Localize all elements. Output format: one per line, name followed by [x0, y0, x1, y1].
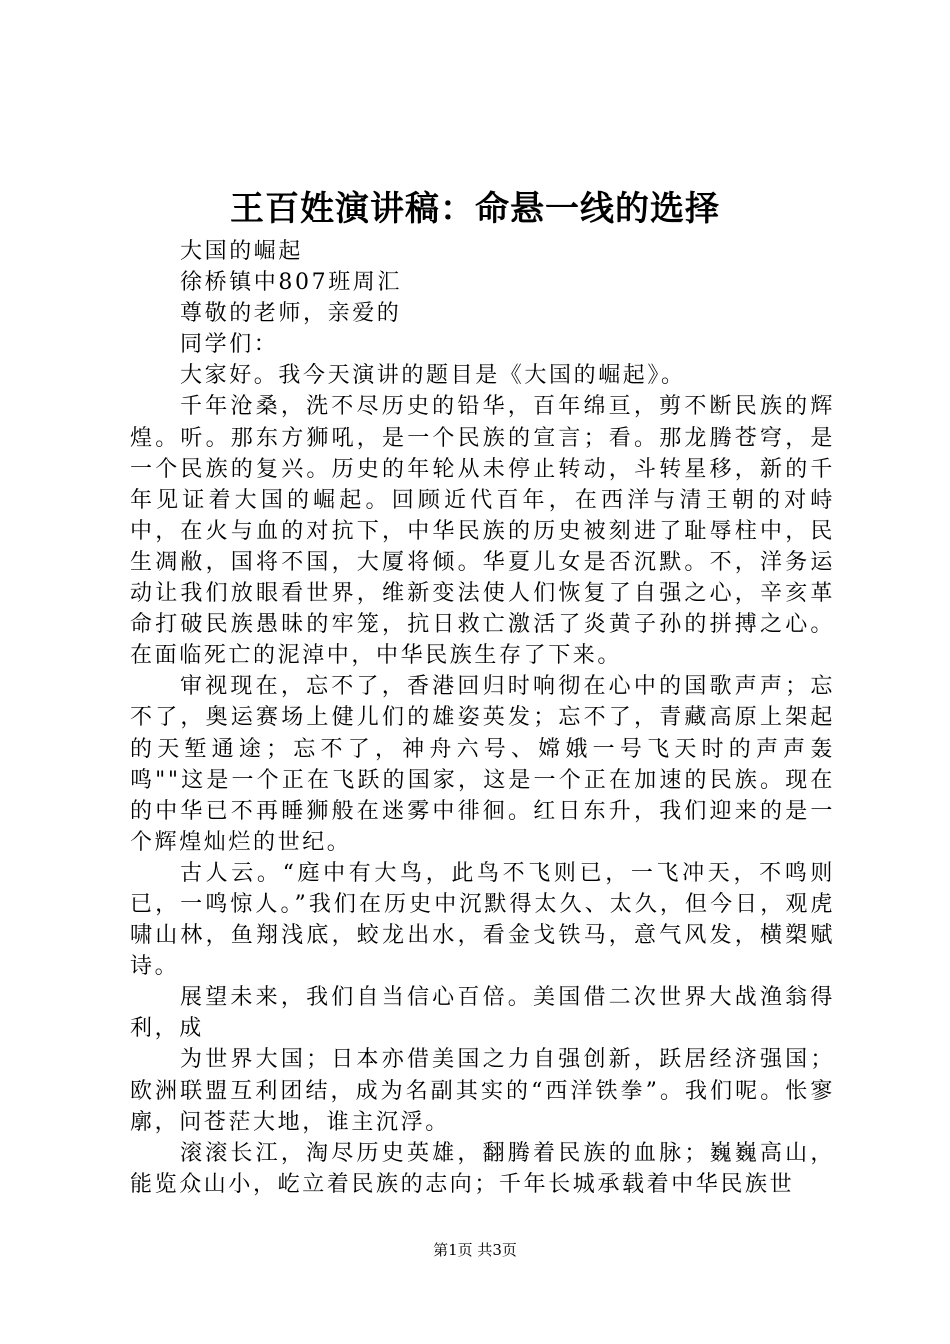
- paragraph: 大家好。我今天演讲的题目是《大国的崛起》。: [180, 363, 686, 389]
- paragraph: 为世界大国；日本亦借美国之力自强创新，跃居经济强国；欧洲联盟互利团结，成为名副其实的“西洋铁拳”。我们呢。怅寥廓，问苍茫大地，谁主沉浮。: [130, 1047, 835, 1135]
- paragraph: 徐桥镇中807班周汇: [180, 270, 402, 296]
- paragraph: 审视现在，忘不了，香港回归时响彻在心中的国歌声声；忘不了，奥运赛场上健儿们的雄姿英发；忘不了，青藏高原上架起的天堑通途；忘不了，神舟六号、嫦娥一号飞天时的声声轰鸣""这是一个正在飞跃的国家，这是一个正在加速的民族。现在的中华已不再睡狮般在迷雾中徘徊。红日东升，我们迎来的是一个辉煌灿烂的世纪。: [130, 674, 835, 855]
- document-body: [130, 236, 835, 1200]
- paragraph: 古人云。“庭中有大鸟，此鸟不飞则已，一飞冲天，不鸣则已，一鸣惊人。”我们在历史中沉默得太久、太久，但今日，观虎啸山林，鱼翔浅底，蛟龙出水，看金戈铁马，意气风发，横槊赋诗。: [130, 860, 835, 980]
- paragraph: 滚滚长江，淘尽历史英雄，翻腾着民族的血脉；巍巍高山，能览众山小，屹立着民族的志向；千年长城承载着中华民族世: [130, 1140, 835, 1197]
- paragraph: 同学们：: [180, 332, 279, 358]
- paragraph: 大国的崛起: [180, 239, 304, 264]
- paragraph: 千年沧桑，洗不尽历史的铅华，百年绵亘，剪不断民族的辉煌。听。那东方狮吼，是一个民族的宣言；看。那龙腾苍穹，是一个民族的复兴。历史的年轮从未停止转动，斗转星移，新的千年见证着大国的崛起。回顾近代百年，在西洋与清王朝的对峙中，在火与血的对抗下，中华民族的历史被刻进了耻辱柱中，民生凋敝，国将不国，大厦将倾。华夏儿女是否沉默。不，洋务运动让我们放眼看世界，维新变法使人们恢复了自强之心，辛亥革命打破民族愚昧的牢笼，抗日救亡激活了炎黄子孙的拼搏之心。在面临死亡的泥淖中，中华民族生存了下来。: [130, 394, 835, 669]
- paragraph: 尊敬的老师，亲爱的: [180, 301, 402, 327]
- document-title: 王百姓演讲稿：命悬一线的选择: [230, 189, 720, 229]
- paragraph: 展望未来，我们自当信心百倍。美国借二次世界大战渔翁得利，成: [130, 985, 835, 1042]
- page-number-footer: 第1页 共3页: [433, 1241, 517, 1259]
